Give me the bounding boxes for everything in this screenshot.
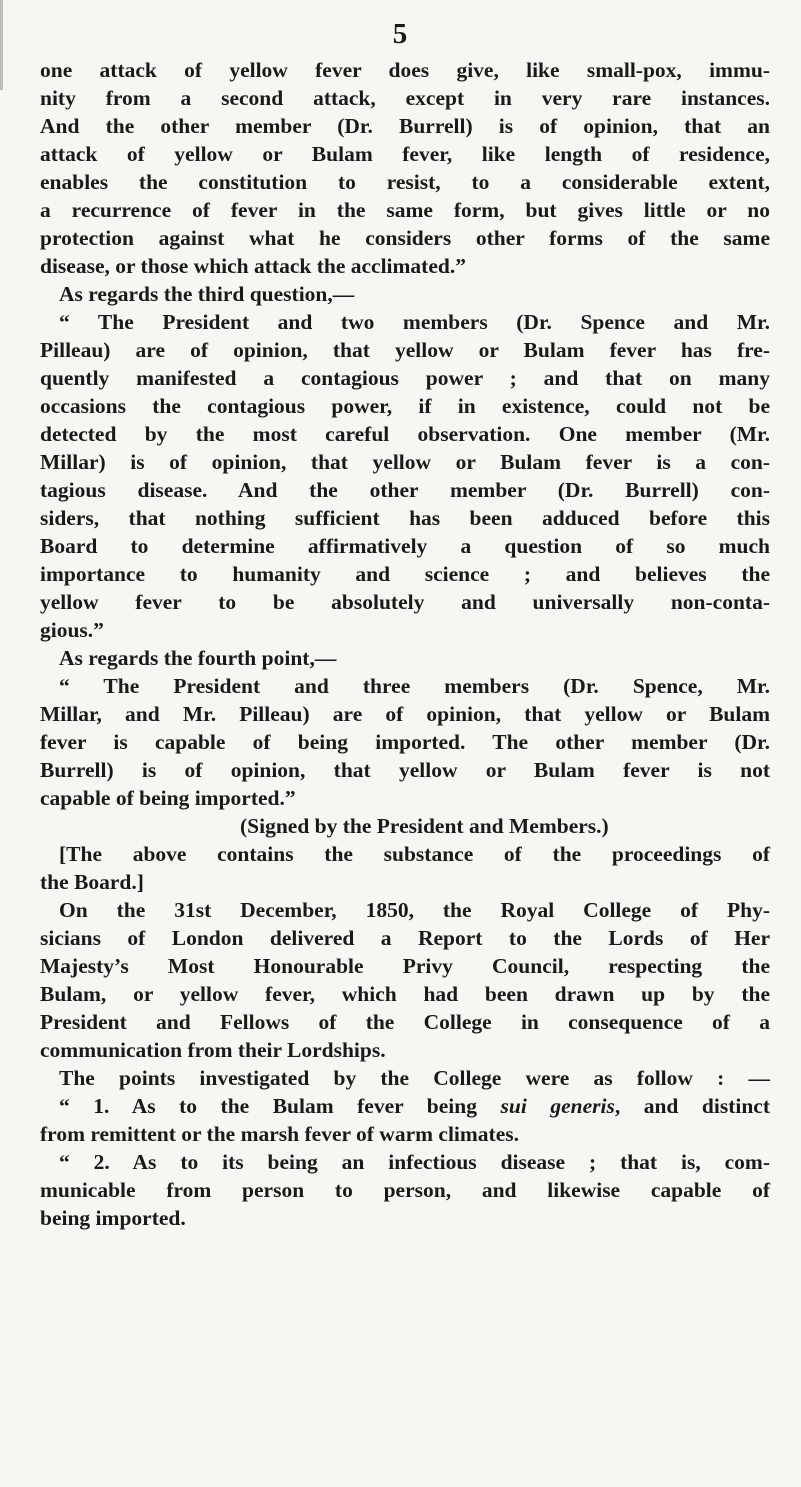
text-line: “ 2. As to its being an infectious disease ; that is, com- <box>59 1150 770 1174</box>
text-line: one attack of yellow fever does give, like small-pox, immu- <box>40 58 770 82</box>
text-line: quently manifested a contagious power ; and that on many <box>40 366 770 390</box>
text-line: Millar, and Mr. Pilleau) are of opinion, that yellow or Bulam <box>40 702 770 726</box>
text-line: importance to humanity and science ; and believes the <box>40 562 770 586</box>
text-line: “ 1. As to the Bulam fever being sui generis, and distinct <box>59 1094 770 1118</box>
text-line: Board to determine affirmatively a question of so much <box>40 534 770 558</box>
text-line: Pilleau) are of opinion, that yellow or Bulam fever has fre- <box>40 338 770 362</box>
text-line: communication from their Lordships. <box>40 1038 386 1062</box>
text-line: And the other member (Dr. Burrell) is of opinion, that an <box>40 114 770 138</box>
text-line: As regards the third question,— <box>59 282 355 306</box>
text-line: disease, or those which attack the acclimated.” <box>40 254 466 278</box>
text-line: attack of yellow or Bulam fever, like length of residence, <box>40 142 770 166</box>
text-line: sicians of London delivered a Report to the Lords of Her <box>40 926 770 950</box>
text-line: a recurrence of fever in the same form, but gives little or no <box>40 198 770 222</box>
text-line: capable of being imported.” <box>40 786 296 810</box>
text-line: Millar) is of opinion, that yellow or Bulam fever is a con- <box>40 450 770 474</box>
text-line: protection against what he considers other forms of the same <box>40 226 770 250</box>
text-line: siders, that nothing sufficient has been adduced before this <box>40 506 770 530</box>
text-line: “ The President and two members (Dr. Spence and Mr. <box>59 310 770 334</box>
text-line: detected by the most careful observation. One member (Mr. <box>40 422 770 446</box>
text-line: As regards the fourth point,— <box>59 646 337 670</box>
text-line: Majesty’s Most Honourable Privy Council, respecting the <box>40 954 770 978</box>
text-line: (Signed by the President and Members.) <box>240 814 609 838</box>
text-line: occasions the contagious power, if in existence, could not be <box>40 394 770 418</box>
text-line: Burrell) is of opinion, that yellow or Bulam fever is not <box>40 758 770 782</box>
body-text <box>40 56 770 1232</box>
text-line: “ The President and three members (Dr. Spence, Mr. <box>59 674 770 698</box>
text-line: The points investigated by the College were as follow : — <box>59 1066 770 1090</box>
text-line: from remittent or the marsh fever of warm climates. <box>40 1122 520 1146</box>
text-line: On the 31st December, 1850, the Royal College of Phy- <box>59 898 770 922</box>
page-number: 5 <box>392 18 409 50</box>
text-line: [The above contains the substance of the proceedings of <box>59 842 770 866</box>
text-line: President and Fellows of the College in consequence of a <box>40 1010 770 1034</box>
text-line: municable from person to person, and likewise capable of <box>40 1178 770 1202</box>
text-line: tagious disease. And the other member (Dr. Burrell) con- <box>40 478 770 502</box>
text-line: the Board.] <box>40 870 144 894</box>
text-line: gious.” <box>40 618 104 642</box>
text-line: being imported. <box>40 1206 186 1230</box>
text-line: yellow fever to be absolutely and universally non-conta- <box>40 590 770 614</box>
text-line: enables the constitution to resist, to a considerable extent, <box>40 170 770 194</box>
text-line: Bulam, or yellow fever, which had been drawn up by the <box>40 982 770 1006</box>
text-line: nity from a second attack, except in very rare instances. <box>40 86 770 110</box>
italic-phrase: sui generis <box>500 1094 615 1118</box>
text-line: fever is capable of being imported. The other member (Dr. <box>40 730 770 754</box>
